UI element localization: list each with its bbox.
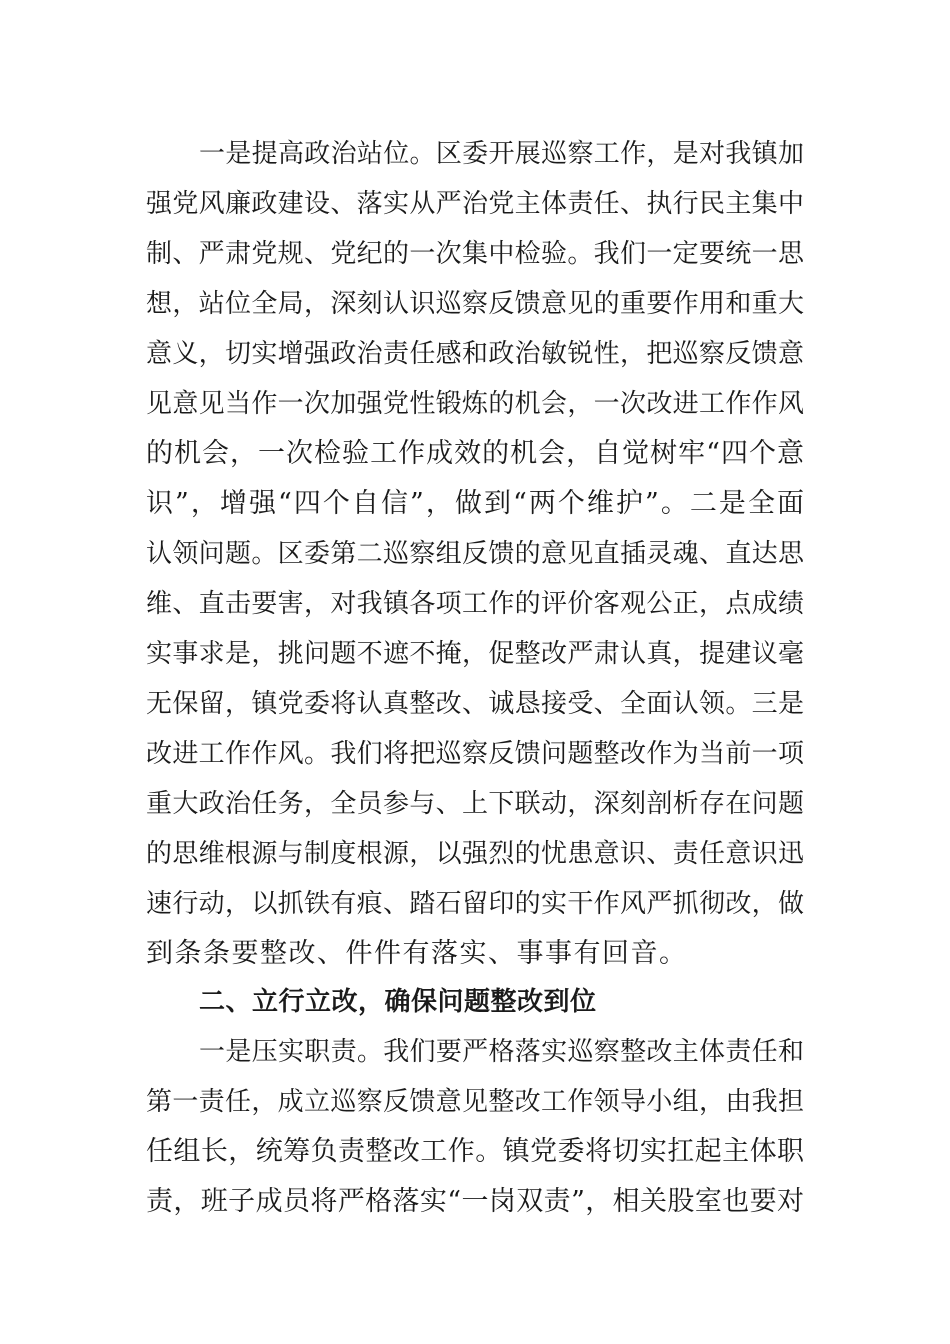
paragraph-1-line-15: 的思维根源与制度根源，以强烈的忧患意识、责任意识迅 (146, 839, 804, 869)
paragraph-1-line-3: 制、严肃党规、党纪的一次集中检验。我们一定要统一思 (146, 239, 804, 269)
paragraph-1-line-5: 意义，切实增强政治责任感和政治敏锐性，把巡察反馈意 (146, 339, 804, 369)
section-heading: 二、立行立改，确保问题整改到位 (199, 987, 597, 1017)
paragraph-1-line-14: 重大政治任务，全员参与、上下联动，深刻剖析存在问题 (146, 789, 804, 819)
paragraph-1-line-7: 的机会，一次检验工作成效的机会，自觉树牢“四个意 (146, 438, 804, 469)
paragraph-1-line-1: 一是提高政治站位。区委开展巡察工作，是对我镇加 (199, 139, 804, 169)
paragraph-1-line-2: 强党风廉政建设、落实从严治党主体责任、执行民主集中 (146, 189, 804, 219)
paragraph-1-line-6: 见意见当作一次加强党性锻炼的机会，一次改进工作作风 (146, 389, 804, 419)
paragraph-2-line-4: 责，班子成员将严格落实“一岗双责”，相关股室也要对 (146, 1186, 804, 1217)
paragraph-1-line-9: 认领问题。区委第二巡察组反馈的意见直插灵魂、直达思 (146, 539, 804, 569)
paragraph-1-line-11: 实事求是，挑问题不遮不掩，促整改严肃认真，提建议毫 (146, 639, 804, 669)
paragraph-1-line-16: 速行动，以抓铁有痕、踏石留印的实干作风严抓彻改，做 (146, 889, 804, 919)
paragraph-1-line-10: 维、直击要害，对我镇各项工作的评价客观公正，点成绩 (146, 589, 804, 619)
paragraph-2-line-3: 任组长，统筹负责整改工作。镇党委将切实扛起主体职 (146, 1136, 804, 1167)
paragraph-1-line-8: 识”，增强“四个自信”，做到“两个维护”。二是全面 (146, 488, 804, 519)
paragraph-2-line-2: 第一责任，成立巡察反馈意见整改工作领导小组，由我担 (146, 1087, 804, 1117)
paragraph-1-line-12: 无保留，镇党委将认真整改、诚恳接受、全面认领。三是 (146, 689, 804, 719)
paragraph-1-line-13: 改进工作作风。我们将把巡察反馈问题整改作为当前一项 (146, 739, 804, 769)
paragraph-1-line-17: 到条条要整改、件件有落实、事事有回音。 (146, 938, 688, 969)
paragraph-1-line-4: 想，站位全局，深刻认识巡察反馈意见的重要作用和重大 (146, 289, 804, 319)
paragraph-2-line-1: 一是压实职责。我们要严格落实巡察整改主体责任和 (199, 1037, 804, 1067)
